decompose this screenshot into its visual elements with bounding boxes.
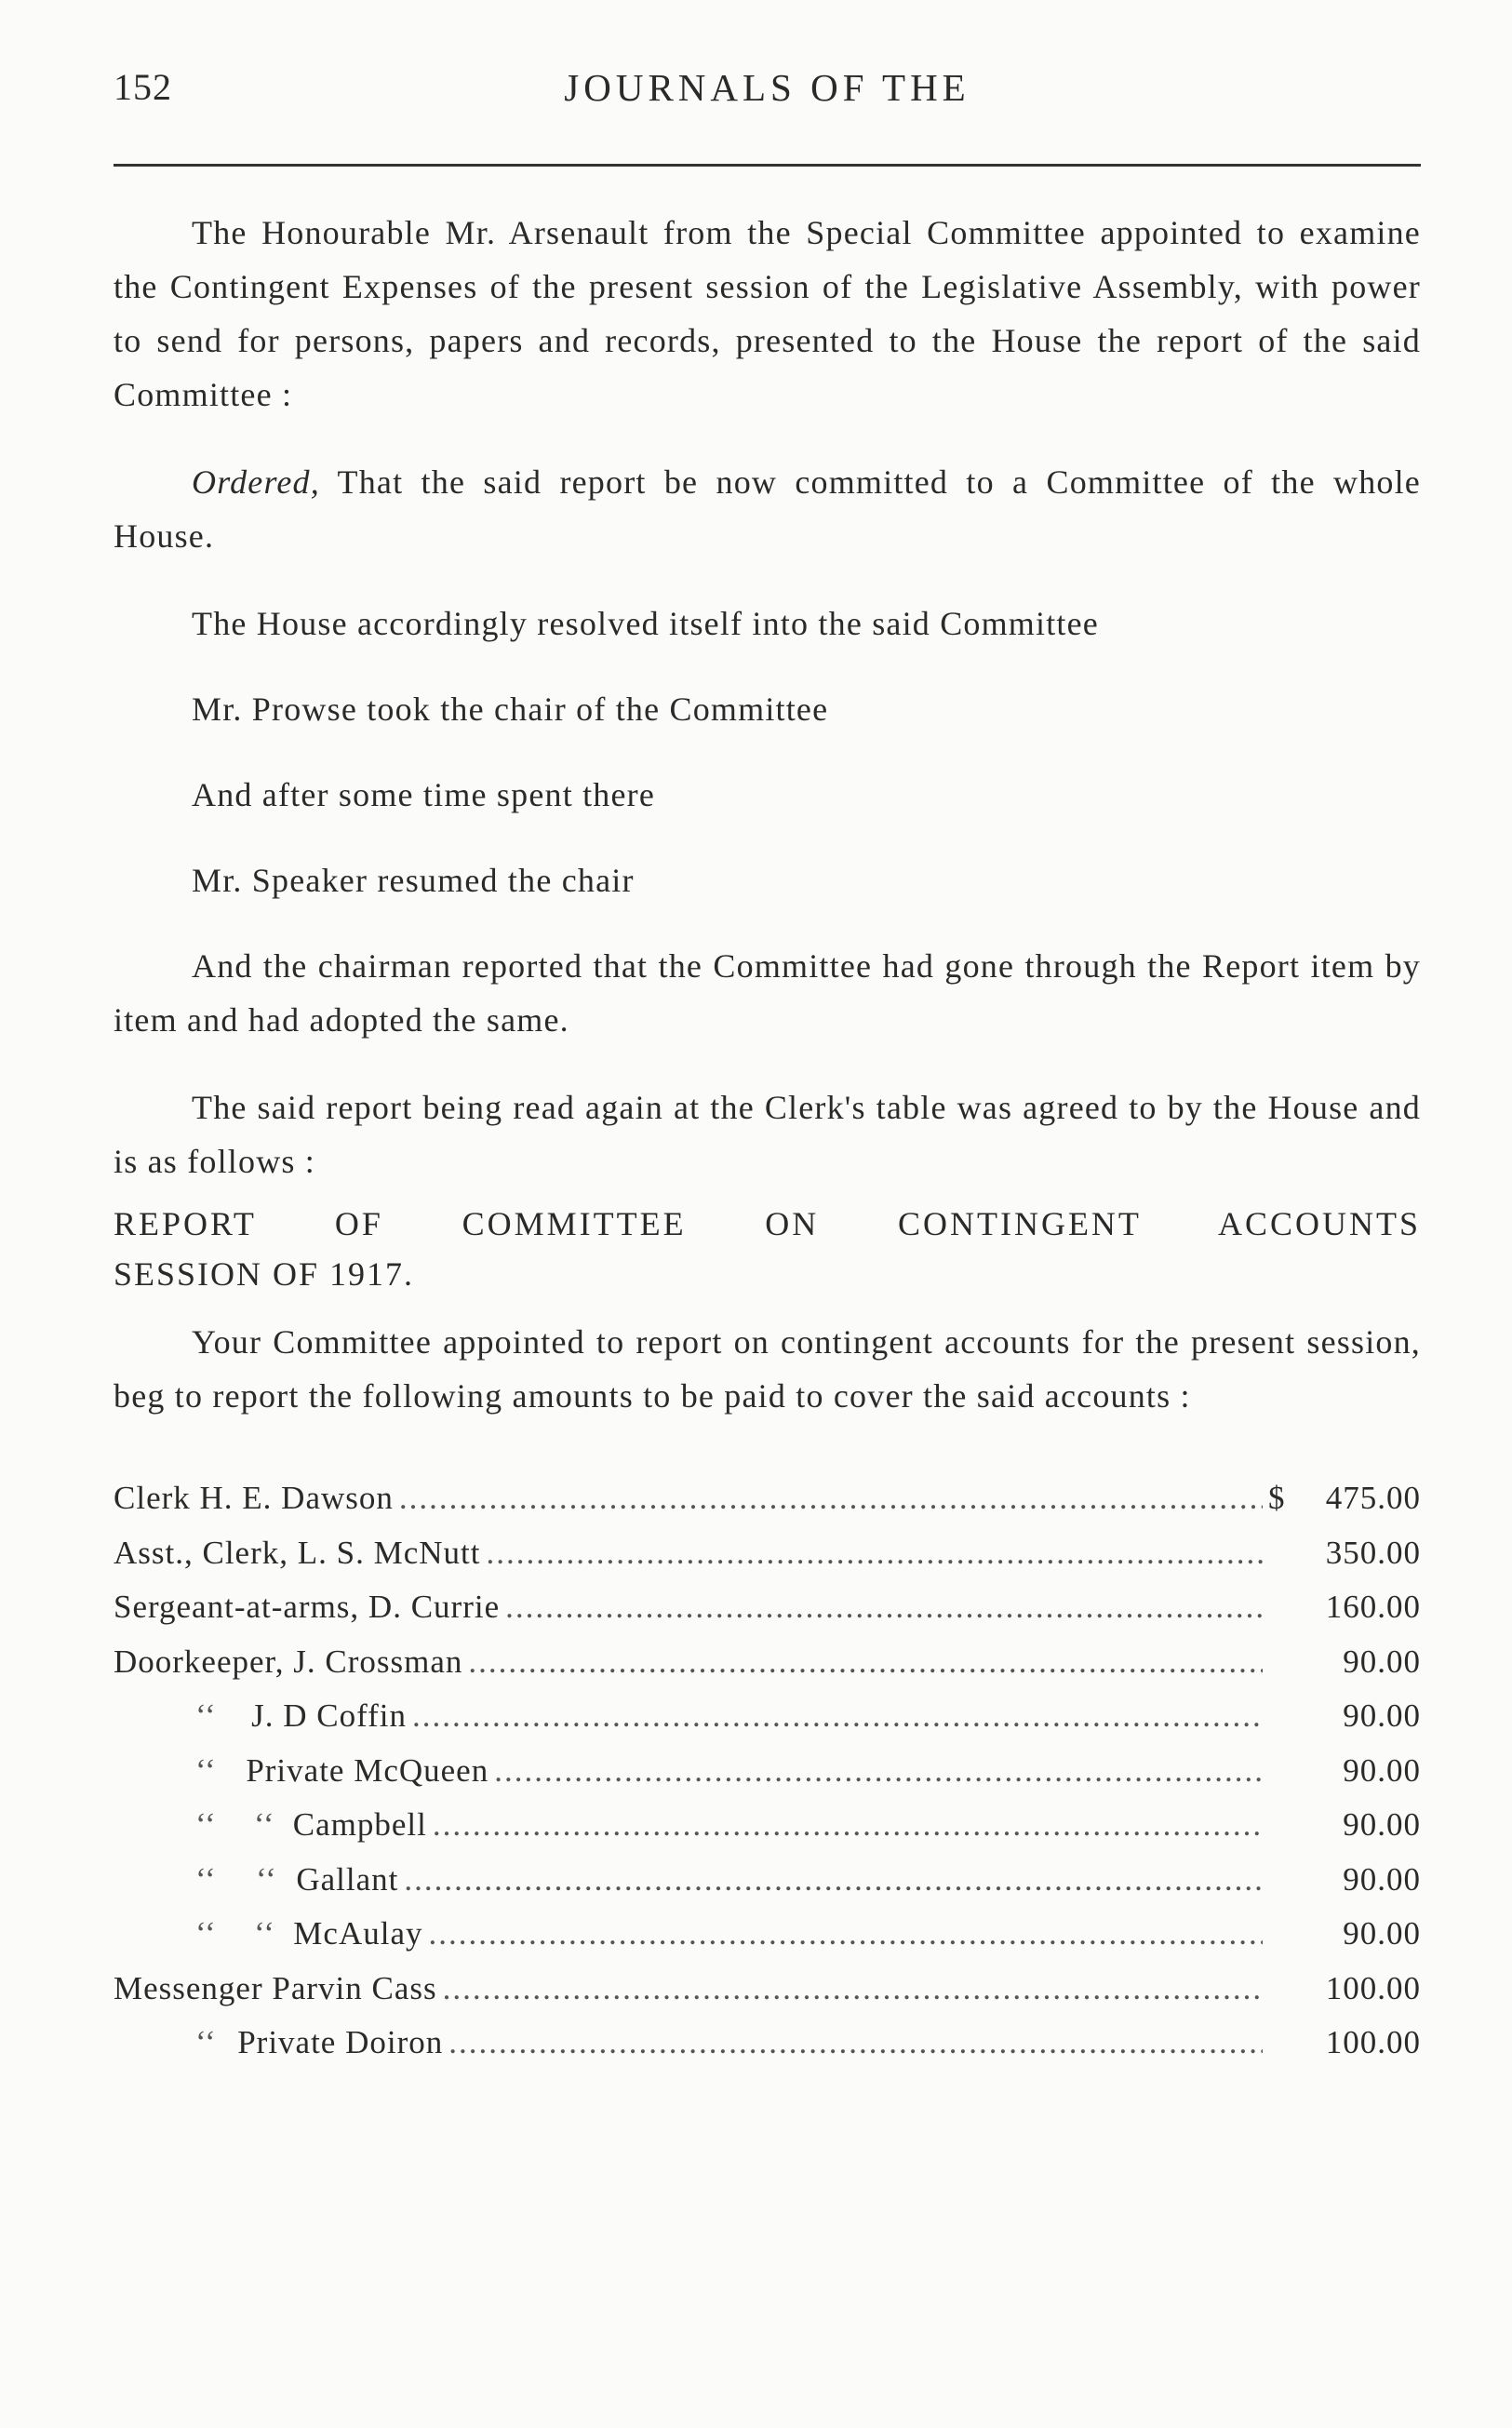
ditto-mark: ‘‘ [256, 1860, 277, 1898]
leader-dots [443, 1970, 1263, 2007]
leader-dots [494, 1752, 1263, 1790]
ditto-mark: ‘‘ [195, 2024, 217, 2060]
account-entry [114, 1861, 1421, 1916]
account-entry [114, 2024, 1421, 2079]
ordered-italic: Ordered, [192, 463, 320, 501]
account-amount: 160.00 [1325, 1589, 1421, 1625]
header-rule [114, 164, 1421, 167]
account-entry [114, 1643, 1421, 1698]
paragraph-prowse-chair: Mr. Prowse took the chair of the Committee [192, 691, 829, 728]
ditto-mark: ‘‘ [195, 1860, 217, 1898]
account-amount: 90.00 [1343, 1806, 1421, 1843]
account-amount: 90.00 [1343, 1643, 1421, 1680]
report-title [114, 1197, 1421, 1301]
account-label: Clerk H. E. Dawson [114, 1480, 394, 1516]
leader-dots [468, 1643, 1263, 1681]
ordered-text: That the said report be now committed to a Committee of the whole House. [114, 463, 1421, 555]
account-amount: 90.00 [1343, 1697, 1421, 1734]
leader-dots [429, 1915, 1264, 1952]
account-entry [114, 1697, 1421, 1752]
account-label: J. D Coffin [251, 1697, 408, 1734]
leader-dots [486, 1535, 1263, 1572]
report-title-line2: SESSION OF 1917. [114, 1255, 415, 1293]
account-entry [114, 1589, 1421, 1643]
leader-dots [448, 2024, 1263, 2061]
account-entry [114, 1752, 1421, 1807]
account-entry [114, 1480, 1421, 1535]
page-header [114, 65, 1421, 121]
paragraph-text: The Honourable Mr. Arsenault from the Special Committee appointed to examine the Contingent Expenses of the present session of the Legislative Assembly, with power to send for persons, papers and records, presented to the House the report of the said Committee : [114, 214, 1421, 413]
paragraph-chairman-reported: And the chairman reported that the Committee had gone through the Report item by item and had adopted the same. [114, 947, 1421, 1039]
leader-dots [404, 1861, 1263, 1898]
ditto-mark: ‘‘ [195, 1915, 217, 1952]
report-intro: Your Committee appointed to report on contingent accounts for the present session, beg to report the following amounts to be paid to cover the said accounts : [114, 1323, 1421, 1415]
account-amount: 90.00 [1343, 1751, 1421, 1789]
account-amount: 350.00 [1325, 1534, 1421, 1571]
account-label: Gallant [296, 1860, 399, 1898]
paragraph-resolved: The House accordingly resolved itself into the said Committee [192, 605, 1099, 642]
paragraph-report-agreed: The said report being read again at the Clerk's table was agreed to by the House and is as follows : [114, 1089, 1421, 1180]
paragraph-speaker-resumed: Mr. Speaker resumed the chair [192, 862, 635, 899]
account-label: Doorkeeper, J. Crossman [114, 1643, 463, 1680]
account-amount: 90.00 [1343, 1915, 1421, 1952]
ditto-mark: ‘‘ [195, 1806, 217, 1843]
ditto-mark: ‘‘ [195, 1697, 217, 1734]
page-number: 152 [114, 66, 172, 108]
account-label: Private Doiron [237, 2024, 444, 2060]
paragraph-arsenault-report [114, 206, 1421, 422]
account-amount: 90.00 [1343, 1860, 1421, 1898]
account-label: Campbell [292, 1806, 427, 1843]
account-label: McAulay [293, 1915, 423, 1952]
ditto-mark: ‘‘ [254, 1915, 275, 1952]
account-amount: 475.00 [1325, 1480, 1421, 1516]
paragraph-ordered [114, 455, 1421, 563]
account-amount: 100.00 [1325, 1969, 1421, 2006]
account-label: Sergeant-at-arms, D. Currie [114, 1589, 501, 1625]
ditto-mark: ‘‘ [253, 1806, 275, 1843]
account-label: Private McQueen [246, 1751, 489, 1789]
running-head: JOURNALS OF THE [564, 66, 970, 109]
leader-dots [433, 1806, 1263, 1844]
account-label: Asst., Clerk, L. S. McNutt [114, 1534, 481, 1571]
leader-dots [399, 1480, 1263, 1517]
paragraph-time-spent: And after some time spent there [192, 776, 656, 813]
account-entry [114, 1915, 1421, 1970]
leader-dots [412, 1697, 1263, 1735]
leader-dots [505, 1589, 1263, 1626]
accounts-list [114, 1480, 1421, 2079]
ditto-mark: ‘‘ [195, 1751, 217, 1789]
account-entry [114, 1970, 1421, 2025]
account-amount: 100.00 [1325, 2024, 1421, 2060]
currency-symbol: $ [1268, 1480, 1286, 1516]
account-entry [114, 1806, 1421, 1861]
account-label: Messenger Parvin Cass [114, 1969, 437, 2006]
report-title-line1: REPORT OF COMMITTEE ON CONTINGENT ACCOUNTS [114, 1205, 1421, 1242]
account-entry [114, 1535, 1421, 1590]
